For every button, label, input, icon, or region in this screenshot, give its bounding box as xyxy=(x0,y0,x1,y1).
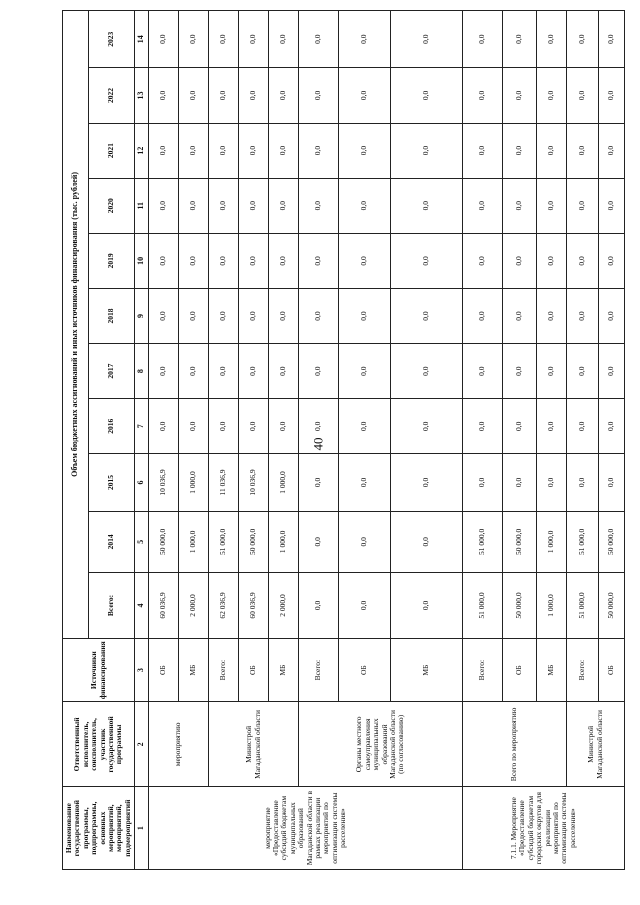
value-cell: 60 036,9 xyxy=(239,573,269,639)
value-cell: 0,0 xyxy=(339,399,391,454)
value-cell: 0,0 xyxy=(503,288,537,343)
value-cell: 0,0 xyxy=(209,11,239,68)
value-cell: 0,0 xyxy=(339,123,391,178)
header-year-2020: 2020 xyxy=(89,178,135,233)
column-number: 5 xyxy=(135,511,149,573)
value-cell: 0,0 xyxy=(299,344,339,399)
value-cell: 0,0 xyxy=(463,344,503,399)
value-cell: 10 036,9 xyxy=(239,454,269,511)
value-cell: 0,0 xyxy=(463,454,503,511)
value-cell: 1 000,0 xyxy=(537,511,567,573)
value-cell: 50 000,0 xyxy=(503,511,537,573)
value-cell: 0,0 xyxy=(179,233,209,288)
value-cell: 0,0 xyxy=(299,288,339,343)
value-cell: 0,0 xyxy=(179,123,209,178)
value-cell: 0,0 xyxy=(463,11,503,68)
value-cell: 0,0 xyxy=(239,344,269,399)
value-cell: 0,0 xyxy=(209,344,239,399)
value-cell: 0,0 xyxy=(463,178,503,233)
value-cell: 0,0 xyxy=(463,288,503,343)
rotated-table-container xyxy=(62,10,616,870)
value-cell: 0,0 xyxy=(209,178,239,233)
value-cell: 0,0 xyxy=(269,68,299,123)
responsible-cell: Органы местного самоуправления муниципальных образований Магаданской области (по согласованию) xyxy=(299,702,463,787)
header-year-2021: 2021 xyxy=(89,123,135,178)
value-cell: 0,0 xyxy=(339,178,391,233)
column-number: 2 xyxy=(135,702,149,787)
value-cell: 0,0 xyxy=(239,399,269,454)
table-row xyxy=(299,11,339,870)
value-cell: 0,0 xyxy=(503,178,537,233)
value-cell: 0,0 xyxy=(149,288,179,343)
value-cell: 0,0 xyxy=(391,511,463,573)
value-cell: 0,0 xyxy=(299,68,339,123)
column-number: 9 xyxy=(135,288,149,343)
value-cell: 0,0 xyxy=(149,68,179,123)
value-cell: 0,0 xyxy=(299,454,339,511)
value-cell: 0,0 xyxy=(503,454,537,511)
table-row xyxy=(567,11,599,870)
value-cell: 0,0 xyxy=(269,288,299,343)
value-cell: 0,0 xyxy=(179,11,209,68)
value-cell: 50 000,0 xyxy=(149,511,179,573)
value-cell: 0,0 xyxy=(599,68,625,123)
value-cell: 51 000,0 xyxy=(567,511,599,573)
value-cell: 60 036,9 xyxy=(149,573,179,639)
source-cell: ОБ xyxy=(239,638,269,702)
column-number: 10 xyxy=(135,233,149,288)
program-name-cell: мероприятие «Предоставление субсидий бюджетам муниципальных образований Магаданской области в рамках реализации мероприятий по оптимизации системы расселения» xyxy=(149,787,463,870)
value-cell: 0,0 xyxy=(269,399,299,454)
value-cell: 62 036,9 xyxy=(209,573,239,639)
value-cell: 0,0 xyxy=(463,68,503,123)
value-cell: 0,0 xyxy=(239,288,269,343)
column-number: 6 xyxy=(135,454,149,511)
responsible-cell: Всего по мероприятию xyxy=(463,702,567,787)
source-cell: Всего: xyxy=(567,638,599,702)
header-year-2014: 2014 xyxy=(89,511,135,573)
header-responsible: Ответственный исполнитель, соисполнитель, участник государственной программы xyxy=(63,702,135,787)
header-year-2018: 2018 xyxy=(89,288,135,343)
value-cell: 0,0 xyxy=(567,399,599,454)
value-cell: 0,0 xyxy=(269,11,299,68)
value-cell: 0,0 xyxy=(391,454,463,511)
source-cell: МБ xyxy=(391,638,463,702)
value-cell: 0,0 xyxy=(269,178,299,233)
value-cell: 0,0 xyxy=(391,344,463,399)
value-cell: 0,0 xyxy=(209,288,239,343)
source-cell: МБ xyxy=(537,638,567,702)
value-cell: 0,0 xyxy=(239,11,269,68)
value-cell: 0,0 xyxy=(239,68,269,123)
value-cell: 0,0 xyxy=(391,123,463,178)
value-cell: 0,0 xyxy=(299,399,339,454)
value-cell: 0,0 xyxy=(537,344,567,399)
value-cell: 0,0 xyxy=(599,233,625,288)
value-cell: 0,0 xyxy=(537,123,567,178)
source-cell: Всего: xyxy=(299,638,339,702)
header-year-2019: 2019 xyxy=(89,233,135,288)
value-cell: 0,0 xyxy=(179,288,209,343)
source-cell: ОБ xyxy=(503,638,537,702)
value-cell: 0,0 xyxy=(299,233,339,288)
value-cell: 0,0 xyxy=(567,123,599,178)
table-row xyxy=(209,11,239,870)
value-cell: 0,0 xyxy=(209,68,239,123)
value-cell: 0,0 xyxy=(299,573,339,639)
value-cell: 1 000,0 xyxy=(179,511,209,573)
value-cell: 0,0 xyxy=(209,233,239,288)
value-cell: 0,0 xyxy=(339,68,391,123)
value-cell: 51 000,0 xyxy=(463,511,503,573)
value-cell: 1 000,0 xyxy=(269,454,299,511)
header-total: Всего: xyxy=(89,573,135,639)
value-cell: 10 036,9 xyxy=(149,454,179,511)
column-number: 7 xyxy=(135,399,149,454)
value-cell: 0,0 xyxy=(537,399,567,454)
value-cell: 0,0 xyxy=(149,233,179,288)
value-cell: 0,0 xyxy=(299,123,339,178)
column-number: 1 xyxy=(135,787,149,870)
responsible-cell: Министрой Магаданской области xyxy=(567,702,625,787)
value-cell: 50 000,0 xyxy=(599,511,625,573)
value-cell: 0,0 xyxy=(391,233,463,288)
value-cell: 50 000,0 xyxy=(239,511,269,573)
value-cell: 0,0 xyxy=(567,178,599,233)
value-cell: 0,0 xyxy=(567,11,599,68)
value-cell: 0,0 xyxy=(209,399,239,454)
value-cell: 0,0 xyxy=(537,11,567,68)
source-cell: Всего: xyxy=(209,638,239,702)
value-cell: 0,0 xyxy=(299,178,339,233)
value-cell: 0,0 xyxy=(567,344,599,399)
value-cell: 0,0 xyxy=(599,123,625,178)
value-cell: 0,0 xyxy=(209,123,239,178)
value-cell: 0,0 xyxy=(149,178,179,233)
value-cell: 0,0 xyxy=(179,178,209,233)
value-cell: 51 000,0 xyxy=(463,573,503,639)
value-cell: 0,0 xyxy=(269,123,299,178)
table-row xyxy=(149,11,179,870)
value-cell: 0,0 xyxy=(537,288,567,343)
value-cell: 0,0 xyxy=(503,344,537,399)
value-cell: 0,0 xyxy=(537,178,567,233)
value-cell: 0,0 xyxy=(179,68,209,123)
value-cell: 0,0 xyxy=(599,344,625,399)
header-year-2016: 2016 xyxy=(89,399,135,454)
value-cell: 0,0 xyxy=(567,454,599,511)
header-name: Наименование государственной программы, подпрограммы, основных мероприятий, мероприятий, подмероприятий xyxy=(63,787,135,870)
column-number: 8 xyxy=(135,344,149,399)
value-cell: 0,0 xyxy=(599,11,625,68)
responsible-cell: Министрой Магаданской области xyxy=(209,702,299,787)
value-cell: 0,0 xyxy=(391,11,463,68)
header-year-2023: 2023 xyxy=(89,11,135,68)
value-cell: 0,0 xyxy=(391,178,463,233)
value-cell: 0,0 xyxy=(463,233,503,288)
header-year-2017: 2017 xyxy=(89,344,135,399)
value-cell: 0,0 xyxy=(503,399,537,454)
value-cell: 50 000,0 xyxy=(503,573,537,639)
value-cell: 0,0 xyxy=(503,68,537,123)
value-cell: 0,0 xyxy=(149,344,179,399)
value-cell: 0,0 xyxy=(567,68,599,123)
column-number: 14 xyxy=(135,11,149,68)
responsible-cell: мероприятию xyxy=(149,702,209,787)
value-cell: 0,0 xyxy=(339,344,391,399)
value-cell: 1 000,0 xyxy=(269,511,299,573)
value-cell: 0,0 xyxy=(537,233,567,288)
value-cell: 0,0 xyxy=(599,454,625,511)
value-cell: 0,0 xyxy=(391,288,463,343)
value-cell: 0,0 xyxy=(537,454,567,511)
column-number: 12 xyxy=(135,123,149,178)
source-cell: ОБ xyxy=(339,638,391,702)
value-cell: 0,0 xyxy=(537,68,567,123)
header-year-2015: 2015 xyxy=(89,454,135,511)
value-cell: 1 000,0 xyxy=(537,573,567,639)
value-cell: 0,0 xyxy=(339,11,391,68)
header-source: Источники финансирования xyxy=(63,638,135,702)
value-cell: 0,0 xyxy=(149,399,179,454)
value-cell: 51 000,0 xyxy=(209,511,239,573)
value-cell: 0,0 xyxy=(299,11,339,68)
value-cell: 0,0 xyxy=(503,123,537,178)
value-cell: 51 000,0 xyxy=(567,573,599,639)
value-cell: 0,0 xyxy=(503,233,537,288)
value-cell: 0,0 xyxy=(463,123,503,178)
column-number: 13 xyxy=(135,68,149,123)
value-cell: 0,0 xyxy=(179,344,209,399)
value-cell: 0,0 xyxy=(339,288,391,343)
source-cell: МБ xyxy=(269,638,299,702)
header-volume: Объем бюджетных ассигнований и иных источников финансирования (тыс. рублей) xyxy=(63,11,89,639)
value-cell: 1 000,0 xyxy=(179,454,209,511)
source-cell: ОБ xyxy=(599,638,625,702)
source-cell: МБ xyxy=(179,638,209,702)
value-cell: 2 000,0 xyxy=(179,573,209,639)
value-cell: 0,0 xyxy=(239,123,269,178)
value-cell: 0,0 xyxy=(599,399,625,454)
value-cell: 0,0 xyxy=(179,399,209,454)
value-cell: 0,0 xyxy=(149,123,179,178)
source-cell: Всего: xyxy=(463,638,503,702)
value-cell: 0,0 xyxy=(391,399,463,454)
value-cell: 0,0 xyxy=(149,11,179,68)
value-cell: 0,0 xyxy=(391,68,463,123)
value-cell: 0,0 xyxy=(239,178,269,233)
value-cell: 0,0 xyxy=(503,11,537,68)
value-cell: 0,0 xyxy=(599,178,625,233)
value-cell: 2 000,0 xyxy=(269,573,299,639)
value-cell: 0,0 xyxy=(463,399,503,454)
value-cell: 11 036,9 xyxy=(209,454,239,511)
value-cell: 0,0 xyxy=(339,233,391,288)
header-year-2022: 2022 xyxy=(89,68,135,123)
value-cell: 0,0 xyxy=(339,454,391,511)
program-name-cell: 7.1.1. Мероприятие «Предоставление субсидий бюджетам городских округов для реализации мероприятий по оптимизации системы расселения» xyxy=(463,787,625,870)
column-number: 4 xyxy=(135,573,149,639)
table-row xyxy=(463,11,503,870)
value-cell: 0,0 xyxy=(269,233,299,288)
value-cell: 0,0 xyxy=(269,344,299,399)
value-cell: 0,0 xyxy=(299,511,339,573)
value-cell: 0,0 xyxy=(339,511,391,573)
page-number: 40 xyxy=(310,437,326,451)
value-cell: 0,0 xyxy=(599,288,625,343)
column-number: 11 xyxy=(135,178,149,233)
value-cell: 0,0 xyxy=(567,288,599,343)
value-cell: 50 000,0 xyxy=(599,573,625,639)
value-cell: 0,0 xyxy=(567,233,599,288)
value-cell: 0,0 xyxy=(339,573,391,639)
financing-table xyxy=(62,10,625,870)
value-cell: 0,0 xyxy=(239,233,269,288)
source-cell: ОБ xyxy=(149,638,179,702)
column-number: 3 xyxy=(135,638,149,702)
value-cell: 0,0 xyxy=(391,573,463,639)
